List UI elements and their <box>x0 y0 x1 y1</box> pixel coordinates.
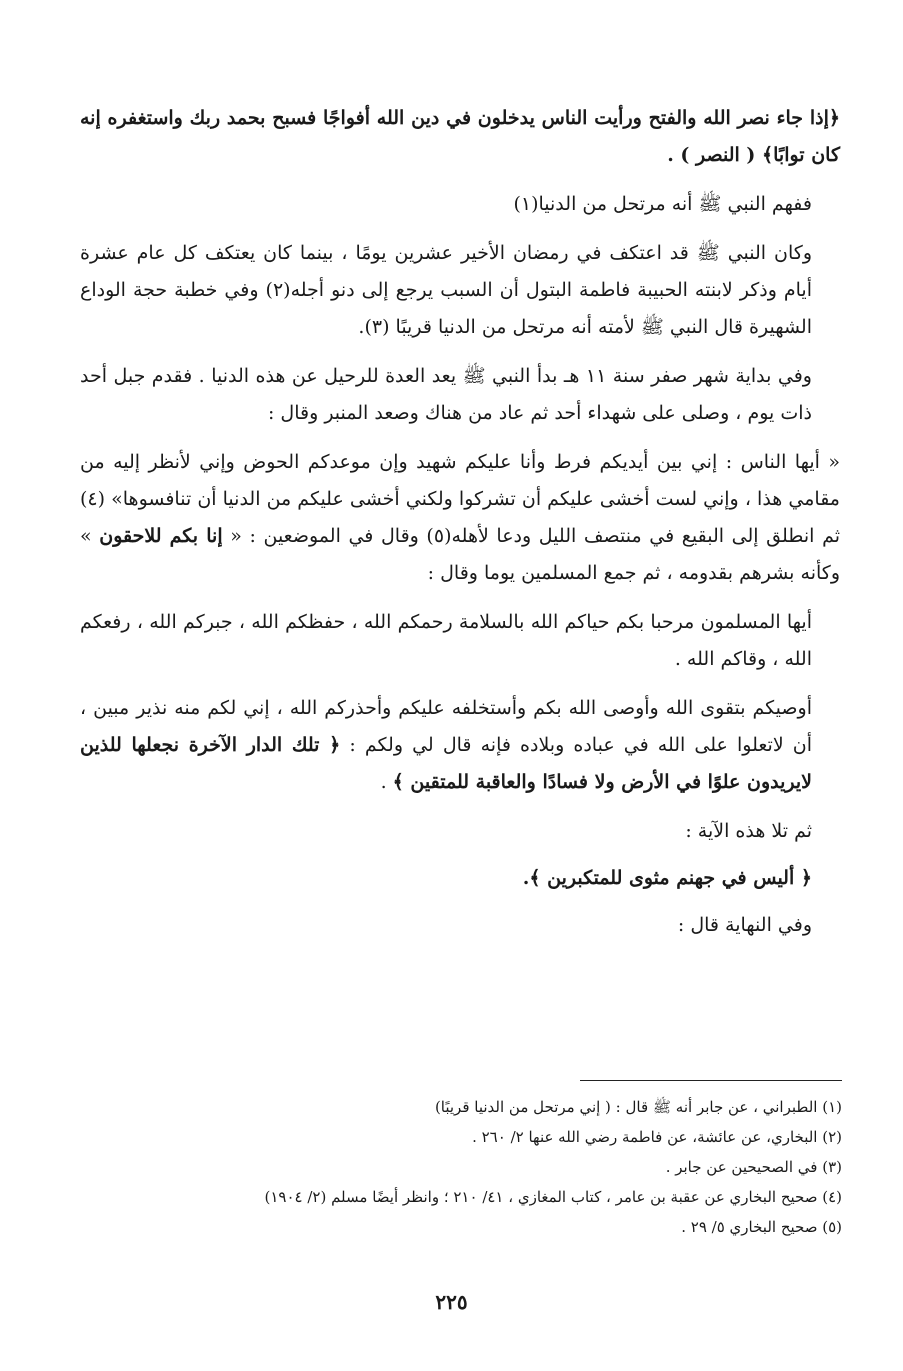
sermon-bold-phrase: إنا بكم للاحقون <box>99 525 223 547</box>
sermon-text-start: « أيها الناس : إني بين أيديكم فرط وأنا عليكم شهيد وإن موعدكم الحوض وإني لأنظر إليه من مقامي هذا ، وإني لست أخشى عليكم أن تشركوا ولكني أخشى عليكم من الدنيا أن تنافسوها» (٤) ثم انطلق إلى البقيع في منتصف الليل ودعا لأهله(٥) وقال في الموضعين : « <box>80 451 840 547</box>
sermon-text-end: » وكأنه بشرهم بقدومه ، ثم جمع المسلمين يوما وقال : <box>80 525 840 584</box>
paragraph-greeting: أيها المسلمون مرحبا بكم حياكم الله بالسلامة رحمكم الله ، حفظكم الله ، جبركم الله ، رفعكم الله ، وقاكم الله . <box>80 611 812 670</box>
footnote-divider <box>580 1080 842 1081</box>
advice-text-start: أوصيكم بتقوى الله وأوصى الله بكم وأستخلفه عليكم وأحذركم الله ، إني لكم منه نذير مبين ، أن لاتعلوا على الله في عباده وبلاده فإنه قال لي ولكم : <box>80 697 812 756</box>
advice-verse: ﴿ تلك الدار الآخرة نجعلها للذين لايريدون علوًا في الأرض ولا فسادًا والعاقبة للمتقين ﴾ <box>80 734 812 793</box>
footnote-3: (٣) في الصحيحين عن جابر . <box>665 1158 842 1176</box>
closing-line: وفي النهاية قال : <box>677 914 812 936</box>
footnote-1: (١) الطبراني ، عن جابر أنه ﷺ قال : ( إني مرتحل من الدنيا قريبًا) <box>434 1098 842 1116</box>
footnote-5: (٥) صحيح البخاري ٥/ ٢٩ . <box>681 1218 842 1236</box>
footnote-2: (٢) البخاري، عن عائشة، عن فاطمة رضي الله عنها ٢/ ٢٦٠ . <box>472 1128 842 1146</box>
footnote-4: (٤) صحيح البخاري عن عقبة بن عامر ، كتاب المغازي ، ٤١/ ٢١٠ ؛ وانظر أيضًا مسلم (٢/ ١٩٠٤) <box>264 1188 842 1206</box>
paragraph-advice <box>80 690 840 801</box>
paragraph-safar: وفي بداية شهر صفر سنة ١١ هـ بدأ النبي ﷺ يعد العدة للرحيل عن هذه الدنيا . فقدم جبل أحد ذات يوم ، وصلى على شهداء أحد ثم عاد من هناك وصعد المنبر وقال : <box>80 365 812 424</box>
quran-verse-an-nasr: ﴿إذا جاء نصر الله والفتح ورأيت الناس يدخلون في دين الله أفواجًا فسبح بحمد ربك واستغفره إنه كان توابًا﴾ ( النصر ) . <box>80 107 840 166</box>
footnotes <box>80 1092 842 1242</box>
recited-verse-intro: ثم تلا هذه الآية : <box>685 820 812 842</box>
main-text <box>80 100 840 954</box>
recited-verse: ﴿ أليس في جهنم مثوى للمتكبرين ﴾. <box>522 867 812 889</box>
paragraph-itikaf: وكان النبي ﷺ قد اعتكف في رمضان الأخير عشرين يومًا ، بينما كان يعتكف كل عام عشرة أيام وذكر لابنته الحبيبة فاطمة البتول أن السبب يرجع إلى دنو أجله(٢) وفي خطبة حجة الوداع الشهيرة قال النبي ﷺ لأمته أنه مرتحل من الدنيا قريبًا (٣). <box>80 242 813 338</box>
advice-text-end: . <box>380 771 393 793</box>
paragraph-understanding: ففهم النبي ﷺ أنه مرتحل من الدنيا(١) <box>513 193 812 215</box>
paragraph-sermon <box>80 444 840 592</box>
page-number: ٢٢٥ <box>435 1290 468 1314</box>
